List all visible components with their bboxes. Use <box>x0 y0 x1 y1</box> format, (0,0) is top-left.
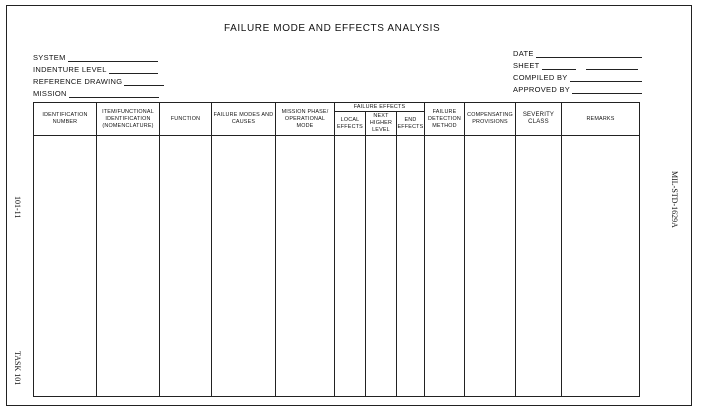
cell-failure-modes[interactable] <box>212 136 276 397</box>
col-compensating-provisions: COMPENSATING PROVISIONS <box>465 103 516 136</box>
col-failure-effects: FAILURE EFFECTS <box>335 103 425 112</box>
system-label: SYSTEM <box>33 53 66 62</box>
standard-label: MIL-STD-1629A <box>670 171 679 228</box>
col-next-higher-level: NEXT HIGHER LEVEL <box>366 112 397 136</box>
compiled-by-field[interactable] <box>513 73 642 82</box>
cell-item-identification[interactable] <box>97 136 160 397</box>
col-identification-number: IDENTIFICATION NUMBER <box>34 103 97 136</box>
mission-field[interactable] <box>33 89 159 98</box>
sheet-field[interactable] <box>513 61 638 70</box>
cell-mission-phase[interactable] <box>276 136 335 397</box>
cell-remarks[interactable] <box>562 136 640 397</box>
indenture-level-label: INDENTURE LEVEL <box>33 65 107 74</box>
col-mission-phase: MISSION PHASE/ OPERATIONAL MODE <box>276 103 335 136</box>
cell-function[interactable] <box>160 136 212 397</box>
col-end-effects: END EFFECTS <box>397 112 425 136</box>
sheet-label: SHEET <box>513 61 540 70</box>
col-failure-detection: FAILURE DETECTION METHOD <box>425 103 465 136</box>
system-field[interactable] <box>33 53 158 62</box>
date-line <box>536 49 642 58</box>
date-field[interactable] <box>513 49 642 58</box>
cell-severity-class[interactable] <box>516 136 562 397</box>
cell-identification-number[interactable] <box>34 136 97 397</box>
col-remarks: REMARKS <box>562 103 640 136</box>
task-label: TASK 101 <box>13 351 22 386</box>
approved-by-line <box>572 85 642 94</box>
indenture-level-line <box>109 65 158 74</box>
date-label: DATE <box>513 49 534 58</box>
system-line <box>68 53 158 62</box>
indenture-level-field[interactable] <box>33 65 158 74</box>
compiled-by-line <box>570 73 642 82</box>
approved-by-label: APPROVED BY <box>513 85 571 94</box>
col-local-effects: LOCAL EFFECTS <box>335 112 366 136</box>
cell-compensating-provisions[interactable] <box>465 136 516 397</box>
mission-line <box>69 89 159 98</box>
col-failure-modes: FAILURE MODES AND CAUSES <box>212 103 276 136</box>
form-title: FAILURE MODE AND EFFECTS ANALYSIS <box>224 23 441 34</box>
cell-local-effects[interactable] <box>335 136 366 397</box>
reference-drawing-label: REFERENCE DRAWING <box>33 77 123 86</box>
col-function: FUNCTION <box>160 103 212 136</box>
col-severity-class: SEVERITY CLASS <box>516 103 562 136</box>
reference-drawing-field[interactable] <box>33 77 164 86</box>
sheet-of-line <box>586 61 638 70</box>
col-item-identification: ITEM/FUNCTIONAL IDENTIFICATION (NOMENCLATURE) <box>97 103 160 136</box>
worksheet-body-row <box>34 136 640 397</box>
reference-drawing-line <box>124 77 164 86</box>
approved-by-field[interactable] <box>513 85 642 94</box>
mission-label: MISSION <box>33 89 67 98</box>
page-number: 101-11 <box>13 196 22 219</box>
fmea-worksheet <box>33 102 640 397</box>
cell-failure-detection[interactable] <box>425 136 465 397</box>
compiled-by-label: COMPILED BY <box>513 73 568 82</box>
cell-next-higher-level[interactable] <box>366 136 397 397</box>
sheet-line <box>542 61 576 70</box>
cell-end-effects[interactable] <box>397 136 425 397</box>
